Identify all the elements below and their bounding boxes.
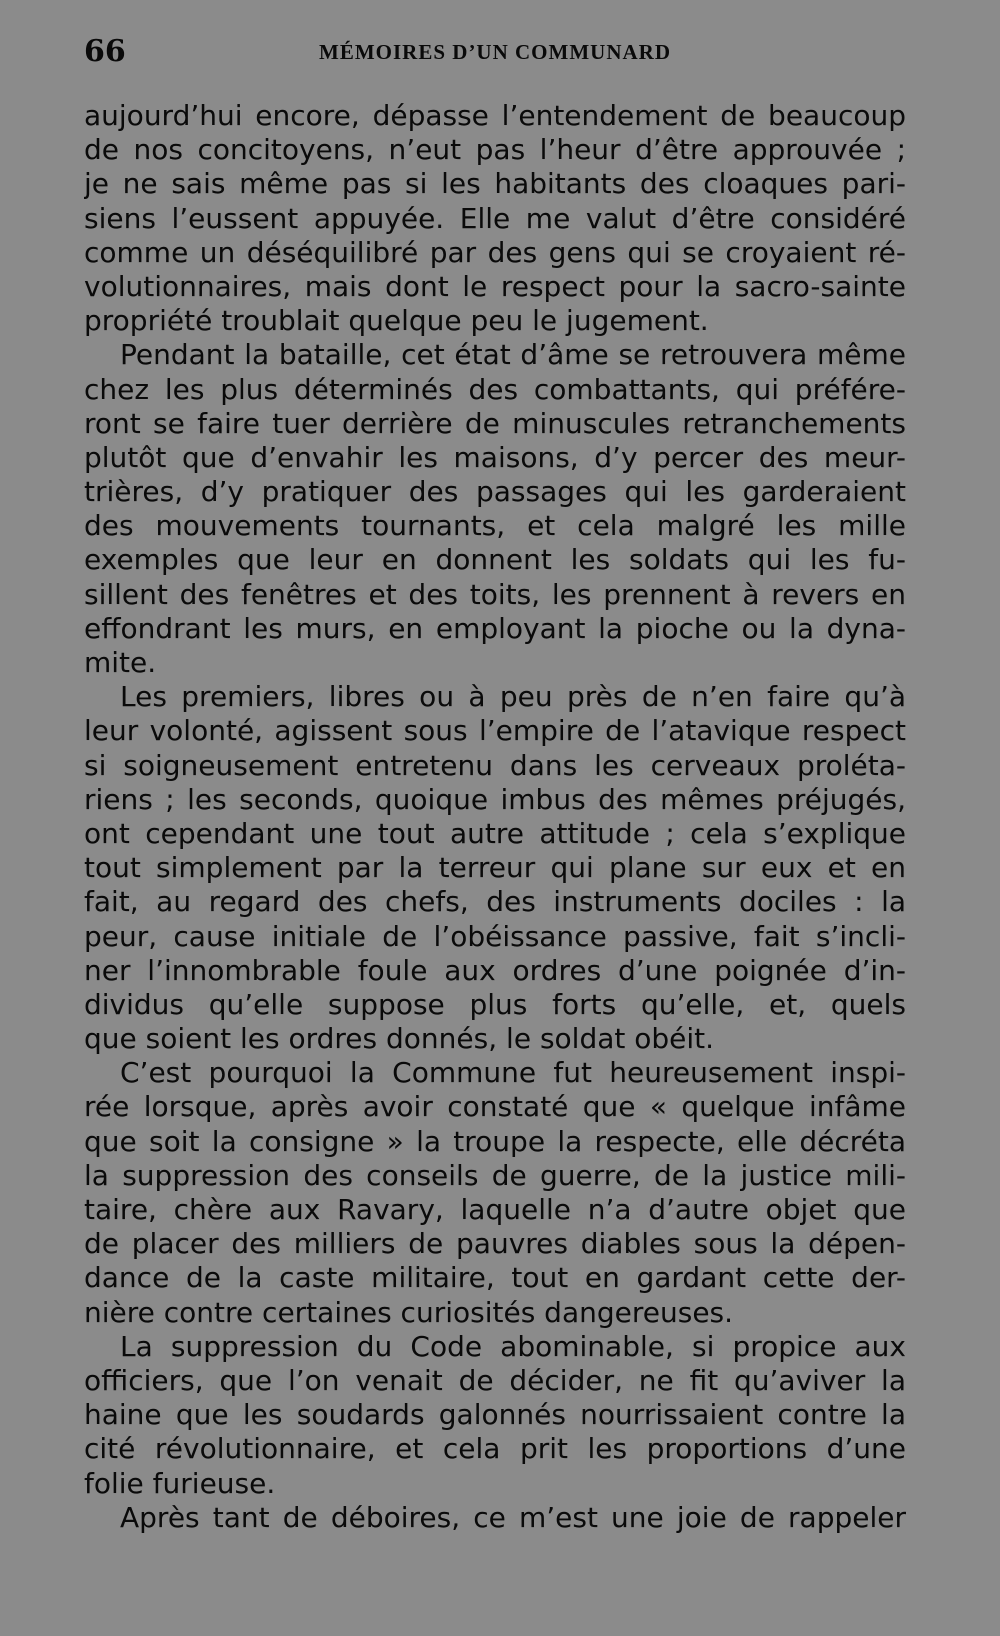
body-text [84,99,906,1535]
text-line: la suppression des conseils de guerre, de la justice mili- [84,1158,906,1192]
running-title: MÉMOIRES D’UN COMMUNARD [319,40,671,64]
text-line: propriété troublait quelque peu le jugement. [84,304,709,338]
text-line: dance de la caste militaire, tout en gardant cette der- [84,1261,906,1295]
text-line: que soient les ordres donnés, le soldat obéit. [84,1022,715,1056]
text-line: dividus qu’elle suppose plus forts qu’elle, et, quels [84,987,906,1021]
text-line: ont cependant une tout autre attitude ; cela s’explique [84,816,906,850]
text-line: La suppression du Code abominable, si propice aux [120,1329,906,1363]
text-line: chez les plus déterminés des combattants, qui préfére- [84,372,906,406]
text-line: peur, cause initiale de l’obéissance passive, fait s’incli- [84,919,906,953]
text-line: leur volonté, agissent sous l’empire de l’atavique respect [84,714,906,748]
text-line: Les premiers, libres ou à peu près de n’en faire qu’à [120,680,906,714]
text-line: folie furieuse. [84,1466,276,1500]
text-line: comme un déséquilibré par des gens qui se croyaient ré- [84,235,906,269]
text-line: que soit la consigne » la troupe la respecte, elle décréta [84,1124,906,1158]
text-line: sillent des fenêtres et des toits, les prennent à revers en [84,577,906,611]
text-line: volutionnaires, mais dont le respect pour la sacro-sainte [84,269,906,303]
text-line: siens l’eussent appuyée. Elle me valut d’être considéré [84,201,906,235]
text-line: effondrant les murs, en employant la pioche ou la dyna- [84,611,906,645]
text-line: de nos concitoyens, n’eut pas l’heur d’être approuvée ; [84,133,906,167]
text-line: aujourd’hui encore, dépasse l’entendement de beaucoup [84,99,906,132]
text-line: des mouvements tournants, et cela malgré les mille [84,509,906,543]
text-line: de placer des milliers de pauvres diables sous la dépen- [84,1227,906,1261]
page-header [84,30,906,74]
text-line: ner l’innombrable foule aux ordres d’une poignée d’in- [84,953,906,987]
text-line: C’est pourquoi la Commune fut heureusement inspi- [120,1056,906,1090]
text-line: fait, au regard des chefs, des instruments dociles : la [84,885,906,919]
text-line: rée lorsque, après avoir constaté que « quelque infâme [84,1090,906,1124]
text-line: si soigneusement entretenu dans les cerveaux prolétа- [84,748,906,782]
text-line: trières, d’y pratiquer des passages qui les garderaient [84,475,906,509]
text-line: cité révolutionnaire, et cela prit les proportions d’une [84,1432,906,1466]
text-line: nière contre certaines curiosités dangereuses. [84,1295,734,1329]
text-line: mite. [84,646,157,679]
page-number: 66 [84,34,126,69]
text-line: je ne sais même pas si les habitants des cloaques pari- [84,167,906,201]
text-line: officiers, que l’on venait de décider, ne fit qu’aviver la [84,1363,906,1397]
text-line: exemples que leur en donnent les soldats qui les fu- [84,543,906,577]
text-line: riens ; les seconds, quoique imbus des mêmes préjugés, [84,782,906,816]
text-line: haine que les soudards galonnés nourrissaient contre la [84,1398,906,1432]
text-line: plutôt que d’envahir les maisons, d’y percer des meur- [84,440,906,474]
text-line: tout simplement par la terreur qui plane sur eux et en [84,851,906,885]
text-line: Après tant de déboires, ce m’est une joie de rappeler [120,1500,906,1534]
text-line: taire, chère aux Ravary, laquelle n’a d’autre objet que [84,1193,906,1226]
text-line: Pendant la bataille, cet état d’âme se retrouvera même [120,338,906,372]
text-line: ront se faire tuer derrière de minuscules retranchements [84,406,906,440]
